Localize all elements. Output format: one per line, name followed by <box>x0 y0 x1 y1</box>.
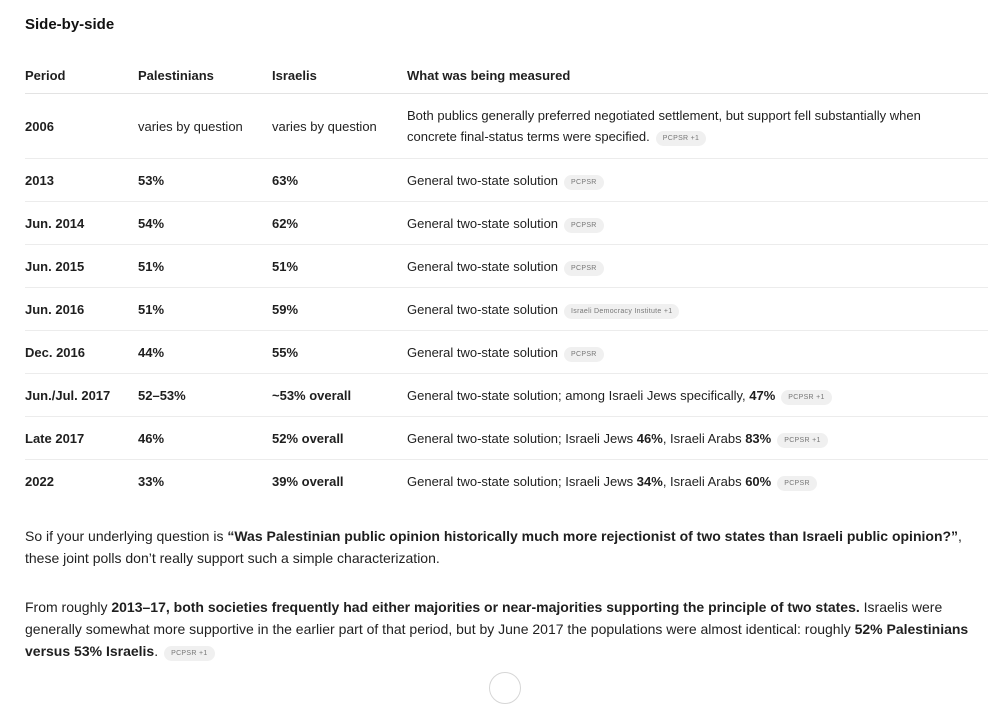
cell-israelis: ~53% overall <box>272 374 407 417</box>
table-row <box>25 94 988 159</box>
cell-measured <box>407 202 988 245</box>
measured-text: General two-state solution <box>407 344 559 360</box>
cell-measured <box>407 245 988 288</box>
cell-palestinians: 51% <box>138 288 272 331</box>
poll-comparison-table <box>25 57 988 502</box>
measured-value: 47% <box>749 387 776 403</box>
cell-measured <box>407 417 988 460</box>
measured-value: 83% <box>745 430 772 446</box>
table-row <box>25 331 988 374</box>
measured-text: , Israeli Arabs <box>662 473 746 489</box>
table-row <box>25 245 988 288</box>
source-chip[interactable]: Israeli Democracy Institute +1 <box>564 304 679 319</box>
cell-palestinians: 44% <box>138 331 272 374</box>
cell-measured <box>407 460 988 503</box>
section-heading: Side-by-side <box>25 16 115 33</box>
measured-text: General two-state solution; among Israeli Jews specifically, <box>407 387 750 403</box>
cell-palestinians: 53% <box>138 159 272 202</box>
para-bold: 52% Palestinians versus 53% Israelis <box>25 621 969 659</box>
cell-israelis: 51% <box>272 245 407 288</box>
measured-text: Both publics generally preferred negotiated settlement, but support fell substantially when concrete final-status terms were specified. <box>407 108 921 144</box>
table-row <box>25 460 988 503</box>
measured-value: 34% <box>636 473 663 489</box>
measured-text: General two-state solution <box>407 172 559 188</box>
source-chip[interactable]: PCPSR <box>564 175 604 190</box>
para-text: Israelis were generally somewhat more supportive in the earlier part of that period, but by June 2017 the populations were almost identical: roughly <box>25 599 943 637</box>
cell-period: 2013 <box>25 159 138 202</box>
cell-israelis: 39% overall <box>272 473 344 489</box>
measured-text: General two-state solution <box>407 215 559 231</box>
cell-israelis: 55% <box>272 331 407 374</box>
cell-period: Jun. 2014 <box>25 202 138 245</box>
source-chip[interactable]: PCPSR +1 <box>656 131 706 146</box>
source-chip[interactable]: PCPSR <box>564 218 604 233</box>
cell-period: Jun./Jul. 2017 <box>25 374 138 417</box>
cell-measured <box>407 159 988 202</box>
column-header-measured: What was being measured <box>407 57 988 94</box>
column-header-israelis: Israelis <box>272 57 407 94</box>
cell-measured <box>407 331 988 374</box>
table-row <box>25 202 988 245</box>
table-row <box>25 417 988 460</box>
cell-measured <box>407 374 988 417</box>
conclusion-paragraph <box>25 596 988 662</box>
table-header-row <box>25 57 988 94</box>
measured-value: 60% <box>745 473 772 489</box>
table-row <box>25 288 988 331</box>
cell-period: Jun. 2015 <box>25 245 138 288</box>
cell-period: Dec. 2016 <box>25 331 138 374</box>
source-chip[interactable]: PCPSR <box>564 261 604 276</box>
measured-text: General two-state solution; Israeli Jews <box>407 430 637 446</box>
measured-text: General two-state solution <box>407 258 559 274</box>
para-text: From roughly <box>25 599 112 615</box>
cell-palestinians: 51% <box>138 245 272 288</box>
para-text: . <box>154 643 159 659</box>
cell-period: Jun. 2016 <box>25 288 138 331</box>
measured-text: General two-state solution; Israeli Jews <box>407 473 637 489</box>
measured-value: 46% <box>636 430 663 446</box>
cell-period: 2006 <box>25 94 138 159</box>
cell-israelis: 63% <box>272 159 407 202</box>
column-header-period: Period <box>25 57 138 94</box>
cell-period: Late 2017 <box>25 417 138 460</box>
table-row <box>25 374 988 417</box>
cell-palestinians: 46% <box>138 417 272 460</box>
table-row <box>25 159 988 202</box>
source-chip[interactable]: PCPSR <box>564 347 604 362</box>
cell-israelis: 62% <box>272 202 407 245</box>
cell-palestinians: 33% <box>138 473 165 489</box>
scroll-down-button[interactable] <box>489 672 521 704</box>
cell-measured <box>407 94 988 159</box>
cell-israelis: 59% <box>272 288 407 331</box>
source-chip[interactable]: PCPSR <box>777 476 817 491</box>
measured-text: , Israeli Arabs <box>662 430 746 446</box>
source-chip[interactable]: PCPSR +1 <box>164 646 214 661</box>
para-text: So if your underlying question is <box>25 528 228 544</box>
cell-palestinians: varies by question <box>138 94 272 159</box>
measured-text: General two-state solution <box>407 301 559 317</box>
source-chip[interactable]: PCPSR +1 <box>777 433 827 448</box>
cell-palestinians: 52–53% <box>138 374 272 417</box>
column-header-palestinians: Palestinians <box>138 57 272 94</box>
para-bold: 2013–17, both societies frequently had either majorities or near-majorities supporting the principle of two states. <box>111 599 860 615</box>
cell-palestinians: 54% <box>138 202 272 245</box>
summary-paragraph <box>25 525 988 569</box>
para-bold: “Was Palestinian public opinion historically much more rejectionist of two states than Israeli public opinion?” <box>227 528 959 544</box>
cell-measured <box>407 288 988 331</box>
cell-period: 2022 <box>25 473 54 489</box>
cell-israelis: 52% overall <box>272 417 407 460</box>
cell-israelis: varies by question <box>272 94 407 159</box>
para-text: , these joint polls don’t really support such a simple characterization. <box>25 528 962 566</box>
source-chip[interactable]: PCPSR +1 <box>781 390 831 405</box>
